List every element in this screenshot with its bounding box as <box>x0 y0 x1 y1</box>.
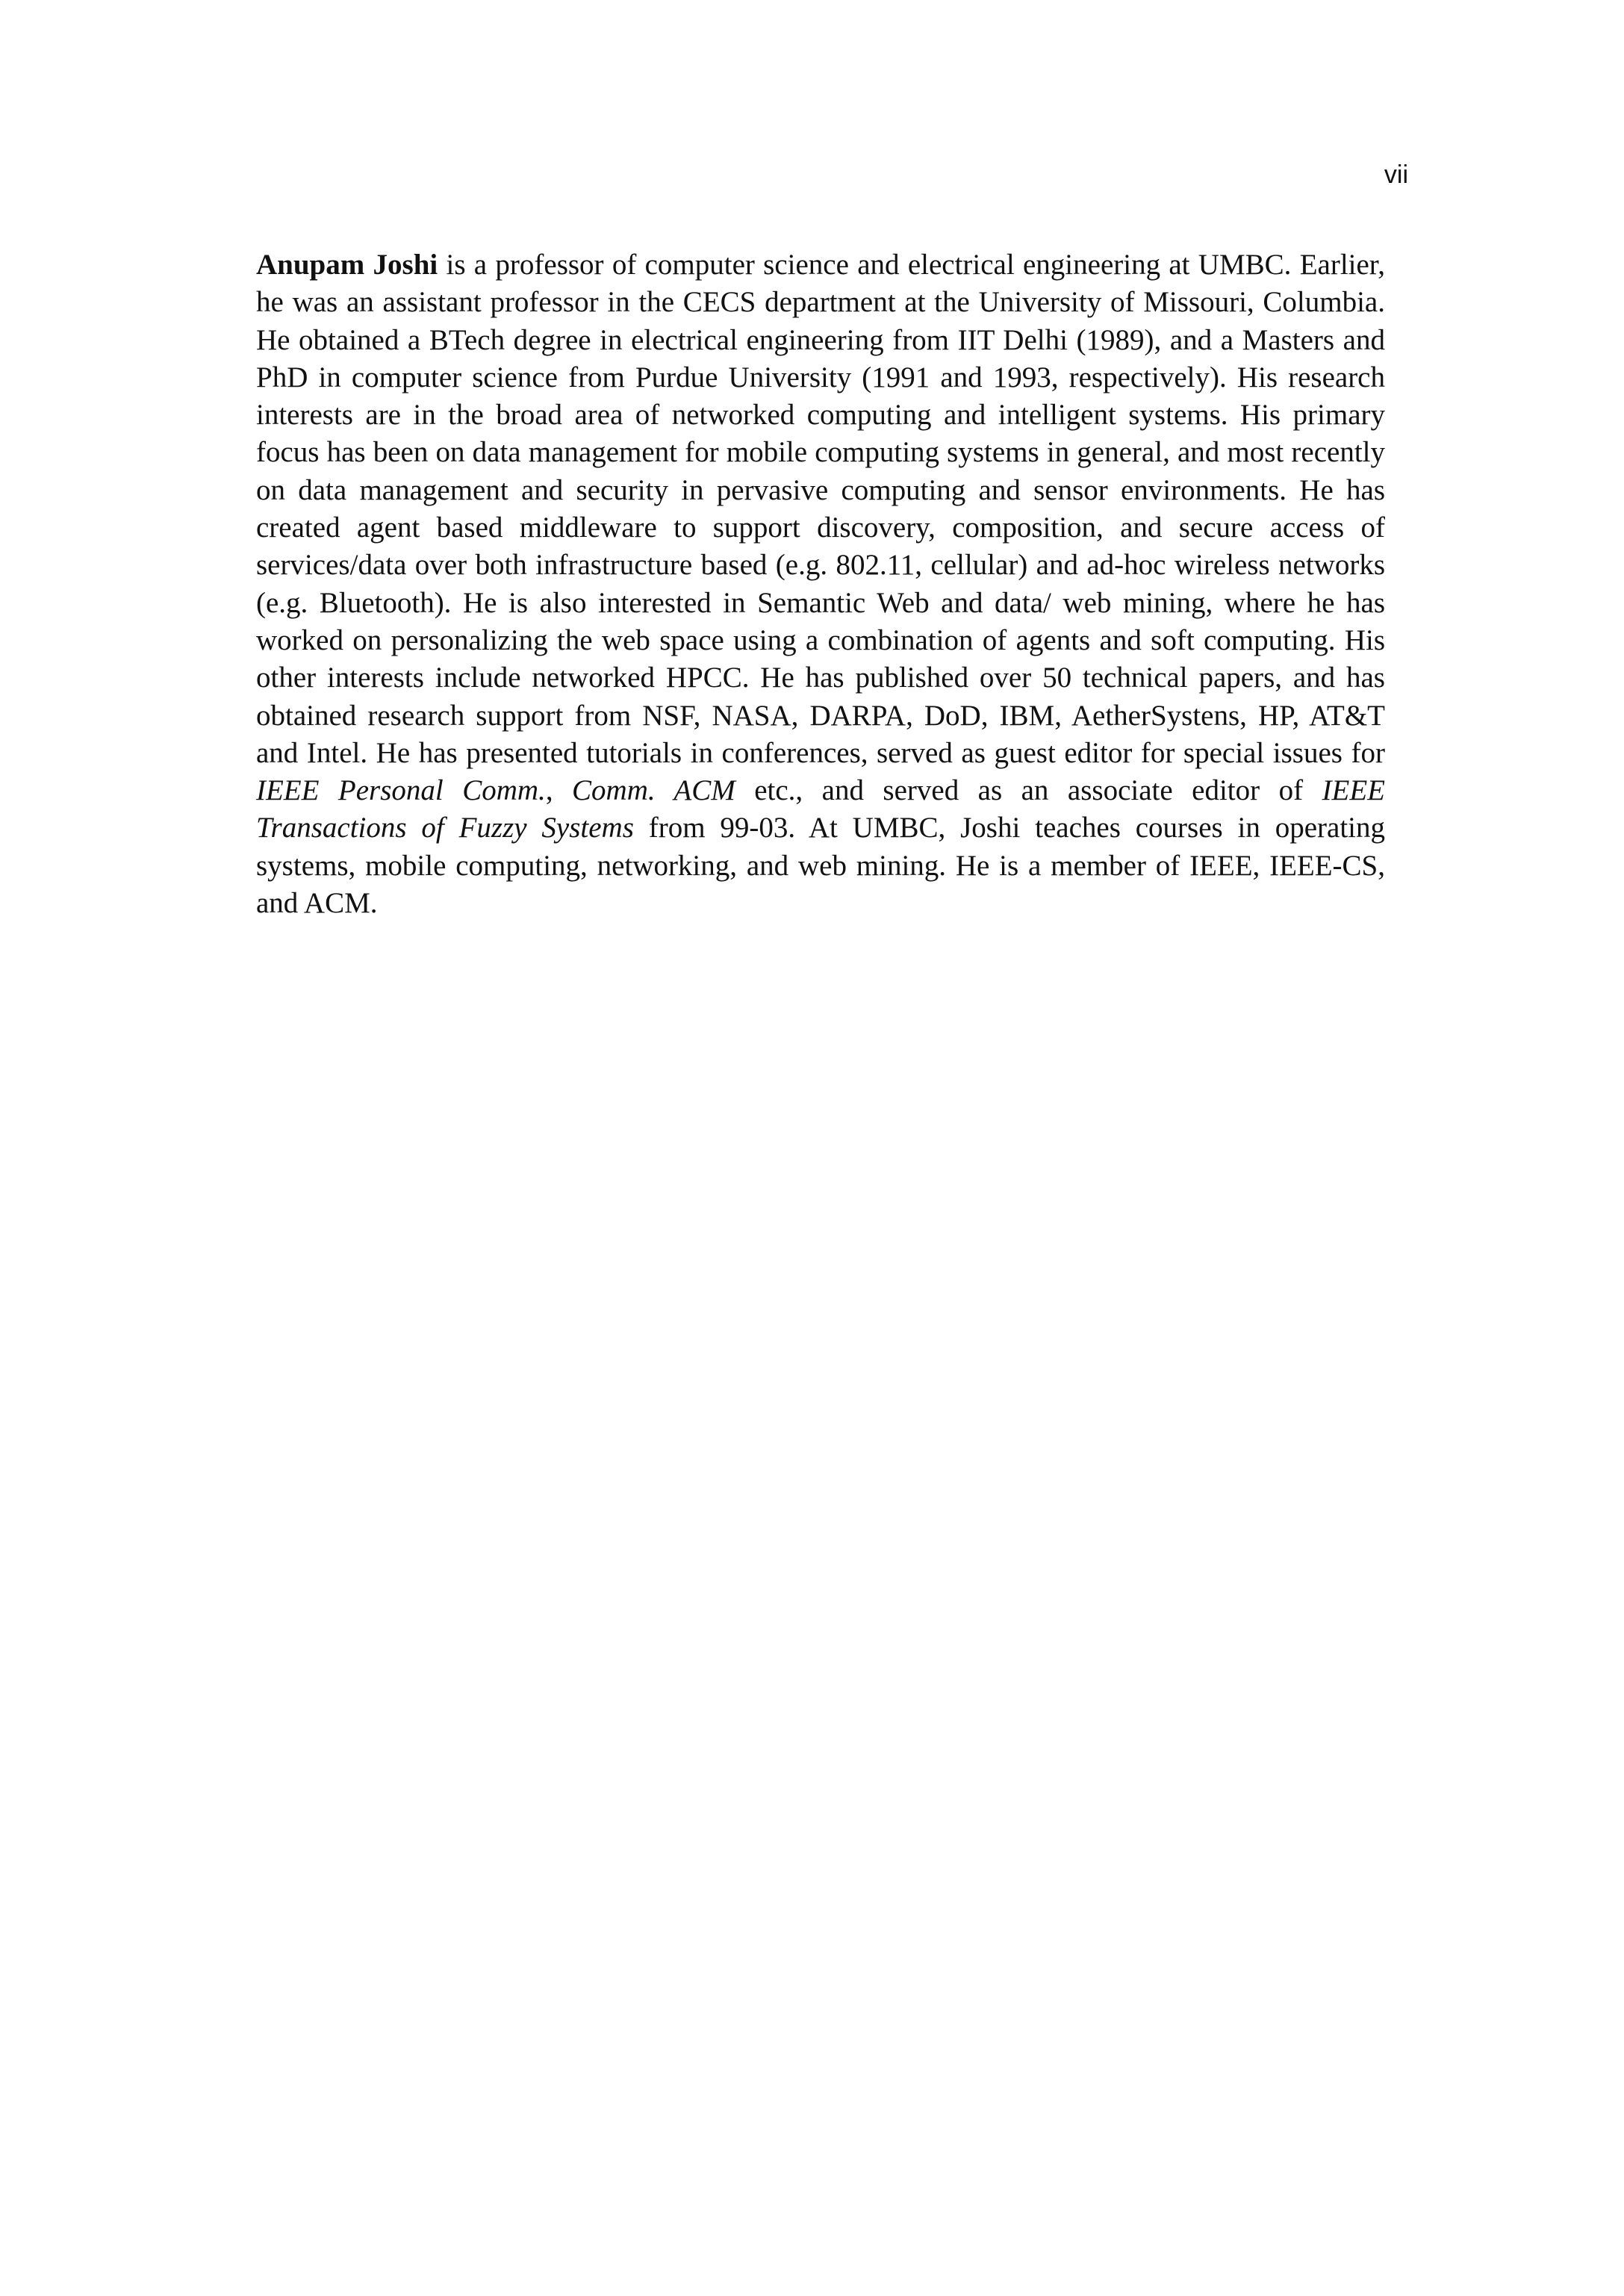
bio-text: is a professor of computer science and electrical engineering at UMBC. Earlier, he was an assistant professor in the CECS department at the University of Missouri, Columbia. He obtained a BTech degree in electrical engineering from IIT Delhi (1989), and a Masters and PhD in computer science from Purdue University (1991 and 1993, respectively). His research interests are in the broad area of networked computing and intelligent systems. His primary focus has been on data management for mobile computing systems in general, and most recently on data management and security in pervasive computing and sensor environments. He has created agent based middleware to support discovery, composition, and secure access of services/data over both infrastructure based (e.g. 802.11, cellular) and ad-hoc wireless networks (e.g. Bluetooth). He is also interested in Semantic Web and data/ web mining, where he has worked on personalizing the web space using a combination of agents and soft computing. His other interests include networked HPCC. He has published over 50 technical papers, and has obtained research support from NSF, NASA, DARPA, DoD, IBM, AetherSystens, HP, AT&T and Intel. He has presented tutorials in conferences, served as guest editor for special issues for <box>256 249 1385 769</box>
bio-text: from 99-03. At UMBC, Joshi teaches courses in operating systems, mobile computing, networking, and web mining. He is a member of IEEE, IEEE-CS, and ACM. <box>256 812 1386 920</box>
page-number: vii <box>1384 161 1408 189</box>
publication-title: Comm. ACM <box>572 774 735 807</box>
publication-title: IEEE Transactions of Fuzzy Systems <box>256 774 1386 844</box>
author-name: Anupam Joshi <box>256 249 438 281</box>
bio-text: etc., and served as an associate editor of <box>735 774 1322 807</box>
bio-text: , <box>545 774 573 807</box>
author-bio-paragraph <box>256 246 1385 922</box>
publication-title: IEEE Personal Comm. <box>256 774 546 807</box>
